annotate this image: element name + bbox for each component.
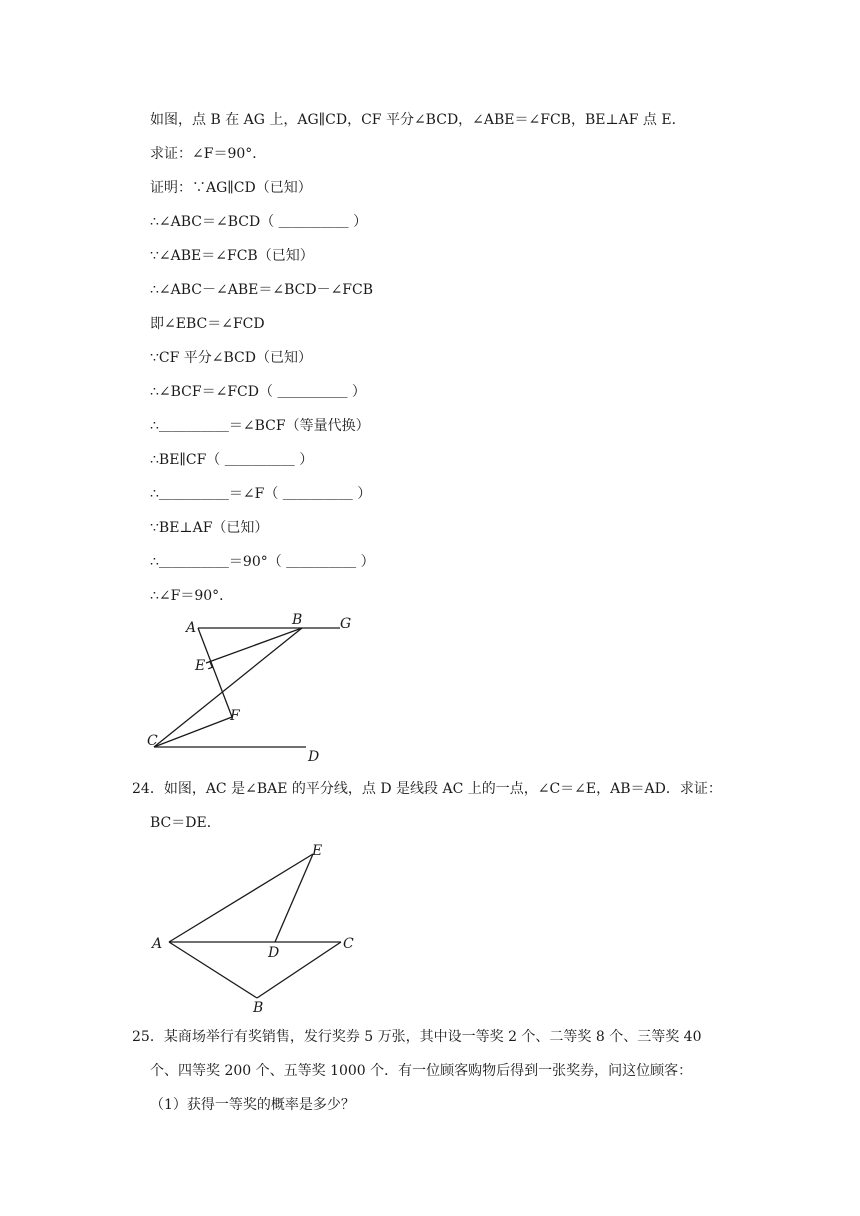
segment-ae: [169, 854, 313, 942]
label-e: E: [195, 658, 206, 674]
label-g: G: [340, 616, 352, 632]
figure-24: [145, 838, 375, 1018]
proof-line-13: ∴∠F＝90°．: [150, 588, 234, 604]
problem-23-statement: 如图，点 B 在 AG 上，AG∥CD，CF 平分∠BCD，∠ABE＝∠FCB，BE⊥AF 点 E．: [150, 112, 686, 128]
segment-be: [206, 628, 302, 663]
proof-line-3: ∵∠ABE＝∠FCB（已知）: [150, 248, 314, 264]
segment-cf: [154, 717, 232, 747]
label-b: B: [253, 1000, 264, 1016]
problem-24-line-2: BC＝DE．: [150, 815, 221, 831]
label-a: A: [152, 936, 163, 952]
proof-line-12: ∴＿＿＿＿＿＝90°（ ＿＿＿＿＿ ）: [150, 554, 375, 570]
proof-line-9: ∴BE∥CF（ ＿＿＿＿＿ ）: [150, 452, 314, 468]
problem-24-line-1: 24．如图，AC 是∠BAE 的平分线，点 D 是线段 AC 上的一点，∠C＝∠E，AB＝AD．求证：: [132, 781, 722, 797]
proof-line-5: 即∠EBC＝∠FCD: [150, 316, 265, 332]
label-b: B: [292, 612, 303, 628]
problem-25-line-2: 个、四等奖 200 个、五等奖 1000 个．有一位顾客购物后得到一张奖券，问这位顾客：: [150, 1063, 693, 1079]
segment-bc: [154, 628, 302, 747]
label-a: A: [186, 620, 197, 636]
figure-23: [140, 608, 370, 768]
segment-ab: [169, 942, 257, 998]
proof-line-1: 证明：∵AG∥CD（已知）: [150, 180, 312, 196]
proof-line-11: ∵BE⊥AF（已知）: [150, 520, 269, 536]
problem-25-line-1: 25．某商场举行有奖销售，发行奖券 5 万张，其中设一等奖 2 个、二等奖 8 个、三等奖 40: [132, 1029, 702, 1045]
label-c: C: [343, 936, 354, 952]
label-f: F: [230, 708, 240, 724]
label-d: D: [308, 749, 320, 765]
proof-line-6: ∵CF 平分∠BCD（已知）: [150, 350, 312, 366]
proof-line-4: ∴∠ABC－∠ABE＝∠BCD－∠FCB: [150, 282, 374, 298]
label-c: C: [147, 733, 158, 749]
problem-23-goal: 求证：∠F＝90°．: [150, 146, 267, 162]
label-d: D: [268, 945, 280, 961]
proof-line-8: ∴＿＿＿＿＿＝∠BCF（等量代换）: [150, 418, 370, 434]
proof-line-10: ∴＿＿＿＿＿＝∠F（ ＿＿＿＿＿ ）: [150, 486, 372, 502]
segment-ed: [275, 854, 313, 942]
label-e: E: [312, 843, 323, 859]
problem-25-question-1: （1）获得一等奖的概率是多少？: [150, 1097, 355, 1113]
proof-line-2: ∴∠ABC＝∠BCD（ ＿＿＿＿＿ ）: [150, 214, 368, 230]
proof-line-7: ∴∠BCF＝∠FCD（ ＿＿＿＿＿ ）: [150, 384, 366, 400]
